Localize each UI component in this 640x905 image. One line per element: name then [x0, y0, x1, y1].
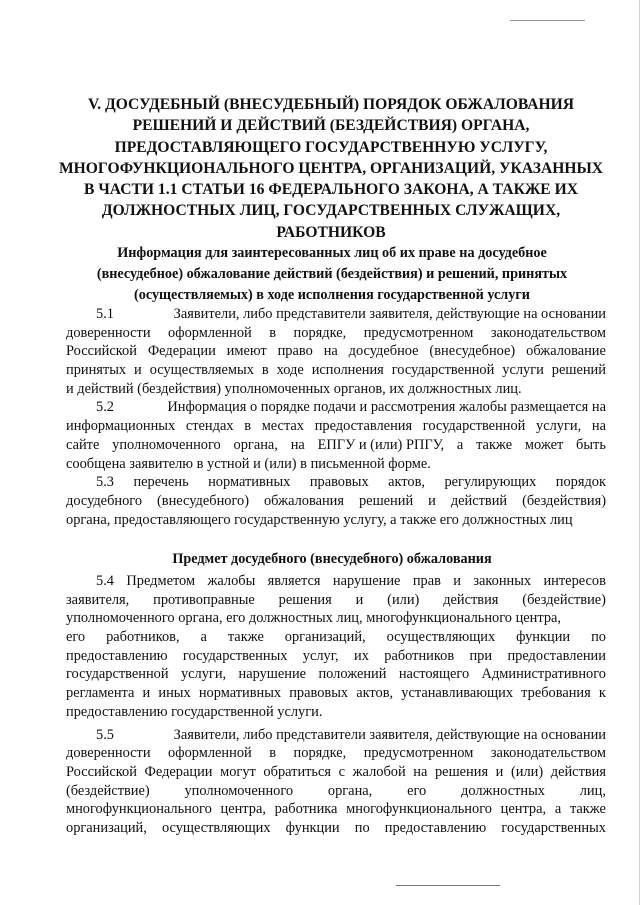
- section-heading-subject: [52, 549, 612, 570]
- word: при: [469, 647, 493, 664]
- text-line: [66, 628, 606, 647]
- word: в: [269, 745, 277, 762]
- chapter-title-line: РЕШЕНИЙ И ДЕЙСТВИЙ (БЕЗДЕЙСТВИЯ) ОРГАНА,: [132, 117, 530, 135]
- word: (бездействие): [522, 591, 606, 608]
- word: Федерации: [144, 763, 213, 780]
- word: сообщена заявителю в устной и (или) в письменной форме.: [66, 455, 431, 472]
- word: также: [227, 629, 264, 646]
- word: услуг,: [302, 647, 339, 664]
- word: является: [267, 573, 321, 589]
- text-line: [66, 684, 606, 703]
- word: организаций,: [284, 629, 366, 646]
- word: заявителя,: [66, 591, 130, 608]
- word: государственных: [501, 819, 606, 836]
- word: государственной: [422, 418, 526, 435]
- word: нормативных: [198, 685, 282, 702]
- word: досудебное: [348, 343, 419, 360]
- text-line: [66, 591, 606, 610]
- word: Заявители, либо представители заявителя, действующие на основании: [173, 726, 606, 743]
- word: законодательством: [490, 324, 606, 341]
- word: (бездействие): [66, 782, 150, 799]
- word: Российской: [66, 763, 137, 780]
- word: законодательством: [490, 745, 606, 762]
- word: центра,: [500, 801, 547, 818]
- word: работника: [274, 801, 338, 818]
- text-line: [66, 744, 606, 763]
- word: предоставления: [314, 418, 413, 435]
- word: порядок: [555, 474, 606, 491]
- section-heading-line: (внесудебное) обжалование действий (бездействия) и решений, принятых: [96, 266, 568, 282]
- word: положений: [318, 666, 387, 683]
- word: уполномоченного: [112, 436, 221, 453]
- word: государственных: [182, 647, 288, 664]
- word: на: [323, 343, 338, 360]
- word: предоставлению: [66, 647, 168, 664]
- word: ходе: [276, 362, 304, 379]
- word: настоящего: [398, 666, 470, 683]
- word: и: [142, 685, 151, 702]
- word: может: [524, 436, 564, 453]
- word: осуществляющих: [386, 629, 496, 646]
- word: функции: [285, 819, 340, 836]
- word: предусмотренном: [363, 745, 474, 762]
- word: доверенности: [66, 745, 151, 762]
- chapter-title-line: V. ДОСУДЕБНЫЙ (ВНЕСУДЕБНЫЙ) ПОРЯДОК ОБЖАЛОВАНИЯ: [87, 96, 575, 113]
- text-line: [66, 726, 606, 745]
- text-line: [66, 609, 606, 628]
- word: правовых: [309, 474, 369, 491]
- word: (или): [510, 763, 544, 780]
- word: обжалование: [526, 343, 606, 360]
- word: Информация о порядке подачи и рассмотрения жалобы размещается на: [167, 399, 606, 416]
- word: 5.3: [96, 474, 114, 491]
- word: решений: [358, 492, 414, 509]
- word: Предметом: [126, 573, 196, 589]
- text-line: [66, 398, 606, 417]
- text-line: [66, 647, 606, 666]
- word: регламента: [66, 685, 135, 702]
- word: доверенности: [66, 324, 151, 341]
- word: его: [407, 782, 427, 799]
- word: законных: [473, 573, 532, 589]
- word: действия: [550, 763, 606, 780]
- section-subject-body: [66, 572, 606, 838]
- word: предоставлению государственной услуги.: [66, 703, 323, 720]
- word: работников: [384, 647, 455, 664]
- word: а: [456, 436, 464, 453]
- word: органа,: [233, 436, 278, 453]
- word: информационных: [66, 418, 176, 435]
- text-line: [66, 342, 606, 361]
- text-line: [66, 436, 606, 455]
- text-line: [66, 572, 606, 591]
- text-line: [66, 800, 606, 819]
- text-line: [66, 473, 606, 492]
- word: лиц,: [579, 782, 606, 799]
- word: иных: [158, 685, 191, 702]
- word: 5.4: [96, 573, 114, 589]
- word: регулирующих: [444, 474, 537, 491]
- word: стендах: [185, 418, 234, 435]
- word: перечень: [133, 474, 189, 491]
- word: и: [134, 362, 142, 379]
- word: ЕПГУ и (или) РПГУ,: [317, 436, 445, 453]
- word: нарушение: [238, 666, 307, 683]
- section-info-body: [66, 305, 606, 529]
- word: право: [277, 343, 313, 360]
- word: в: [269, 324, 277, 341]
- chapter-title-line: РАБОТНИКОВ: [276, 223, 386, 241]
- text-line: [66, 703, 606, 722]
- word: прав: [412, 573, 441, 589]
- word: порядке,: [293, 745, 347, 762]
- word: его: [66, 629, 86, 646]
- word: многофункционального: [346, 801, 492, 818]
- word: 5.5: [96, 726, 114, 743]
- word: (бездействия): [522, 492, 606, 509]
- word: органа, предоставляющего государственную услугу, а также его должностных лиц: [66, 511, 573, 528]
- paragraph-5-3: [66, 473, 606, 529]
- word: на: [290, 436, 305, 453]
- word: а: [200, 629, 207, 646]
- word: быть: [576, 436, 606, 453]
- scan-artifact-line: [510, 20, 585, 21]
- word: имеют: [226, 343, 267, 360]
- word: и: [428, 492, 436, 509]
- word: (внесудебного): [157, 492, 249, 509]
- text-line: [66, 417, 606, 436]
- word: 5.2: [96, 399, 114, 416]
- text-line: [66, 819, 606, 838]
- paragraph-5-1: [66, 305, 606, 398]
- word: могут: [220, 763, 256, 780]
- word: действий: [450, 492, 508, 509]
- word: решений: [551, 362, 606, 379]
- section-heading-line: Информация для заинтересованных лиц об их праве на досудебное: [117, 245, 547, 261]
- word: нормативных: [208, 474, 291, 491]
- text-line: [66, 511, 606, 530]
- chapter-title-line: МНОГОФУНКЦИОНАЛЬНОГО ЦЕНТРА, ОРГАНИЗАЦИЙ, УКАЗАННЫХ: [58, 159, 604, 177]
- word: 5.1: [96, 306, 114, 322]
- word: в: [244, 418, 252, 435]
- word: принятых: [66, 362, 127, 379]
- word: Российской: [66, 343, 137, 360]
- text-line: [66, 324, 606, 343]
- chapter-title-line: ДОЛЖНОСТНЫХ ЛИЦ, ГОСУДАРСТВЕННЫХ СЛУЖАЩИХ,: [101, 202, 561, 220]
- word: и действий (бездействия) уполномоченных органов, их должностных лиц.: [66, 380, 522, 397]
- word: актов,: [388, 474, 425, 491]
- word: органа,: [327, 782, 373, 799]
- word: уполномоченного: [184, 782, 294, 799]
- text-line: [66, 361, 606, 380]
- text-line: [66, 380, 606, 399]
- word: на: [413, 763, 428, 780]
- word: по: [354, 819, 370, 836]
- chapter-title-line: ПРЕДОСТАВЛЯЮЩЕГО ГОСУДАРСТВЕННУЮ УСЛУГУ,: [114, 138, 548, 156]
- word: осуществляемых: [149, 362, 254, 379]
- word: досудебного: [66, 492, 143, 509]
- word: (внесудебное): [429, 343, 516, 360]
- word: решения: [434, 763, 489, 780]
- word: услуги,: [180, 666, 227, 683]
- word: государственной: [66, 666, 169, 683]
- word: функции: [516, 629, 571, 646]
- scan-artifact-line: [396, 885, 500, 886]
- chapter-title: [58, 94, 604, 243]
- text-line: [66, 763, 606, 782]
- word: решения: [278, 591, 332, 608]
- word: центра,: [220, 801, 266, 818]
- word: правовых: [289, 685, 349, 702]
- text-line: [66, 492, 606, 511]
- word: устанавливающих: [401, 685, 514, 702]
- word: осуществляющих: [161, 819, 271, 836]
- word: их: [354, 647, 369, 664]
- text-line: [66, 665, 606, 684]
- word: с: [338, 763, 345, 780]
- word: в: [261, 362, 269, 379]
- word: на: [591, 418, 606, 435]
- word: также: [569, 801, 606, 818]
- word: исполнения: [311, 362, 384, 379]
- word: также: [476, 436, 513, 453]
- word: обратиться: [263, 763, 331, 780]
- word: действия: [443, 591, 499, 608]
- word: обжалования: [263, 492, 344, 509]
- word: актов,: [356, 685, 394, 702]
- word: а: [554, 801, 562, 818]
- word: оформленной: [168, 324, 252, 341]
- word: организаций,: [66, 819, 147, 836]
- text-line: [66, 782, 606, 801]
- word: многофункционального: [66, 801, 212, 818]
- word: должностных: [461, 782, 545, 799]
- word: и: [453, 573, 461, 589]
- word: и: [355, 591, 364, 608]
- chapter-title-line: В ЧАСТИ 1.1 СТАТЬИ 16 ФЕДЕРАЛЬНОГО ЗАКОНА, А ТАКЖЕ ИХ: [84, 181, 578, 199]
- word: местах: [261, 418, 304, 435]
- section-heading-info: [52, 243, 612, 306]
- word: предоставлении: [507, 647, 606, 664]
- word: услуги: [502, 362, 544, 379]
- word: к: [598, 685, 606, 702]
- word: интересов: [543, 573, 606, 589]
- paragraph-5-2: [66, 398, 606, 473]
- word: работников,: [106, 629, 180, 646]
- word: жалобой: [352, 763, 406, 780]
- word: Заявители, либо представители заявителя, действующие на основании: [173, 306, 606, 322]
- word: оформленной: [168, 745, 252, 762]
- word: жалобы: [207, 573, 256, 589]
- text-line: [66, 455, 606, 474]
- word: порядке,: [293, 324, 347, 341]
- word: противоправные: [153, 591, 255, 608]
- section-heading-line: Предмет досудебного (внесудебного) обжалования: [172, 551, 492, 567]
- word: по: [591, 629, 606, 646]
- word: предусмотренном: [363, 324, 474, 341]
- word: предоставлению: [384, 819, 487, 836]
- word: услуги,: [536, 418, 582, 435]
- word: уполномоченного органа, его должностных лиц, многофункционального центра,: [66, 610, 562, 627]
- section-heading-line: (осуществляемых) в ходе исполнения государственной услуги: [134, 287, 530, 303]
- word: и: [495, 763, 504, 780]
- word: сайте: [66, 436, 100, 453]
- paragraph-5-5: [66, 726, 606, 838]
- paragraph-5-4: [66, 572, 606, 722]
- word: (или): [387, 591, 420, 608]
- word: требования: [521, 685, 591, 702]
- word: Административного: [481, 666, 606, 683]
- word: Федерации: [147, 343, 216, 360]
- word: государственной: [391, 362, 495, 379]
- text-line: [66, 305, 606, 324]
- word: нарушение: [332, 573, 401, 589]
